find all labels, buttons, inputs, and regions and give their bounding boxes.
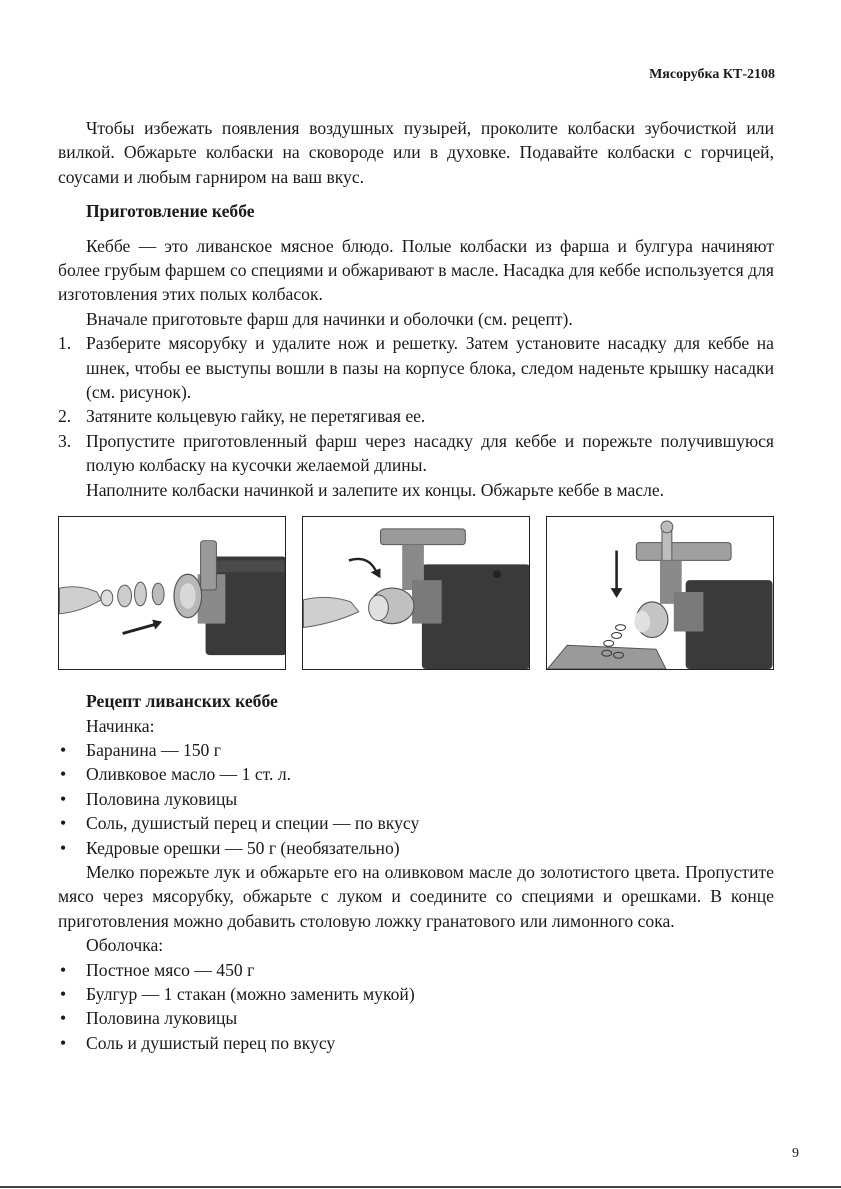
bullet-icon: • bbox=[60, 788, 67, 809]
filling-paragraph: Мелко порежьте лук и обжарьте его на оливковом масле до золотистого цвета. Пропустите мясо через мясорубку, обжарьте с луком и соедините со специями и орешками. В конце приготовления можно добавить столовую ложку гранатового или лимонного сока. bbox=[58, 861, 774, 931]
kebbe-paragraph-1: Кеббе — это ливанское мясное блюдо. Полые колбаски из фарша и булгура начиняют более грубым фаршем со специями и обжаривают в масле. Насадка для кеббе используется для изготовления этих полых колбасок. bbox=[58, 235, 774, 305]
step-number: 3. bbox=[58, 430, 72, 451]
step-2 bbox=[58, 404, 774, 428]
kebbe-heading: Приготовление кеббе bbox=[86, 201, 255, 222]
figure-1-illustration bbox=[59, 517, 285, 669]
step-text: Пропустите приготовленный фарш через насадку для кеббе и порежьте получившуюся полую колбаску на кусочки желаемой длины. bbox=[86, 430, 774, 476]
list-item-text: Половина луковицы bbox=[86, 1008, 238, 1029]
list-item bbox=[58, 738, 774, 762]
bullet-icon: • bbox=[60, 959, 67, 980]
list-item bbox=[58, 982, 774, 1006]
figure-assembly-step-2 bbox=[302, 516, 530, 670]
page-number: 9 bbox=[792, 1146, 799, 1161]
list-item bbox=[58, 762, 774, 786]
kebbe-paragraph-3: Наполните колбаски начинкой и залепите их концы. Обжарьте кеббе в масле. bbox=[86, 479, 665, 500]
list-item-text: Соль и душистый перец по вкусу bbox=[86, 1032, 336, 1053]
figure-3-illustration bbox=[547, 517, 773, 669]
list-item bbox=[58, 1031, 774, 1055]
list-item bbox=[58, 836, 774, 860]
bullet-icon: • bbox=[60, 1008, 67, 1029]
figure-assembly-step-1 bbox=[58, 516, 286, 670]
step-1 bbox=[58, 331, 774, 404]
step-number: 1. bbox=[58, 333, 72, 354]
page-header-title: Мясорубка КТ-2108 bbox=[649, 67, 775, 82]
bullet-icon: • bbox=[60, 813, 67, 834]
list-item-text: Постное мясо — 450 г bbox=[86, 959, 255, 980]
page-content bbox=[58, 116, 774, 1055]
step-3 bbox=[58, 429, 774, 478]
step-number: 2. bbox=[58, 406, 72, 427]
list-item-text: Булгур — 1 стакан (можно заменить мукой) bbox=[86, 983, 415, 1004]
list-item bbox=[58, 958, 774, 982]
list-item bbox=[58, 1006, 774, 1030]
bullet-icon: • bbox=[60, 837, 67, 858]
step-text: Разберите мясорубку и удалите нож и решетку. Затем установите насадку для кеббе на шнек, чтобы ее выступы вошли в пазы на корпусе блока, следом наденьте крышку насадки (см. рисунок). bbox=[86, 333, 774, 403]
bullet-icon: • bbox=[60, 739, 67, 760]
list-item bbox=[58, 787, 774, 811]
filling-label: Начинка: bbox=[86, 715, 155, 736]
kebbe-steps bbox=[58, 331, 774, 477]
recipe-heading: Рецепт ливанских кеббе bbox=[86, 691, 278, 712]
shell-label: Оболочка: bbox=[86, 935, 164, 956]
assembly-figures bbox=[58, 516, 774, 670]
filling-list bbox=[58, 738, 774, 860]
list-item-text: Половина луковицы bbox=[86, 788, 238, 809]
shell-list bbox=[58, 958, 774, 1056]
kebbe-paragraph-2: Вначале приготовьте фарш для начинки и оболочки (см. рецепт). bbox=[86, 308, 573, 329]
figure-assembly-step-3 bbox=[546, 516, 774, 670]
figure-2-illustration bbox=[303, 517, 529, 669]
bottom-rule bbox=[0, 1186, 841, 1188]
intro-paragraph: Чтобы избежать появления воздушных пузырей, проколите колбаски зубочисткой или вилкой. Обжарьте колбаски на сковороде или в духовке. Подавайте колбаски с горчицей, соусами и любым гарниром на ваш вкус. bbox=[58, 118, 774, 187]
list-item-text: Соль, душистый перец и специи — по вкусу bbox=[86, 813, 420, 834]
step-text: Затяните кольцевую гайку, не перетягивая ее. bbox=[86, 406, 426, 427]
list-item bbox=[58, 811, 774, 835]
bullet-icon: • bbox=[60, 983, 67, 1004]
bullet-icon: • bbox=[60, 1032, 67, 1053]
list-item-text: Оливковое масло — 1 ст. л. bbox=[86, 764, 292, 785]
list-item-text: Баранина — 150 г bbox=[86, 739, 221, 760]
list-item-text: Кедровые орешки — 50 г (необязательно) bbox=[86, 837, 400, 858]
bullet-icon: • bbox=[60, 764, 67, 785]
